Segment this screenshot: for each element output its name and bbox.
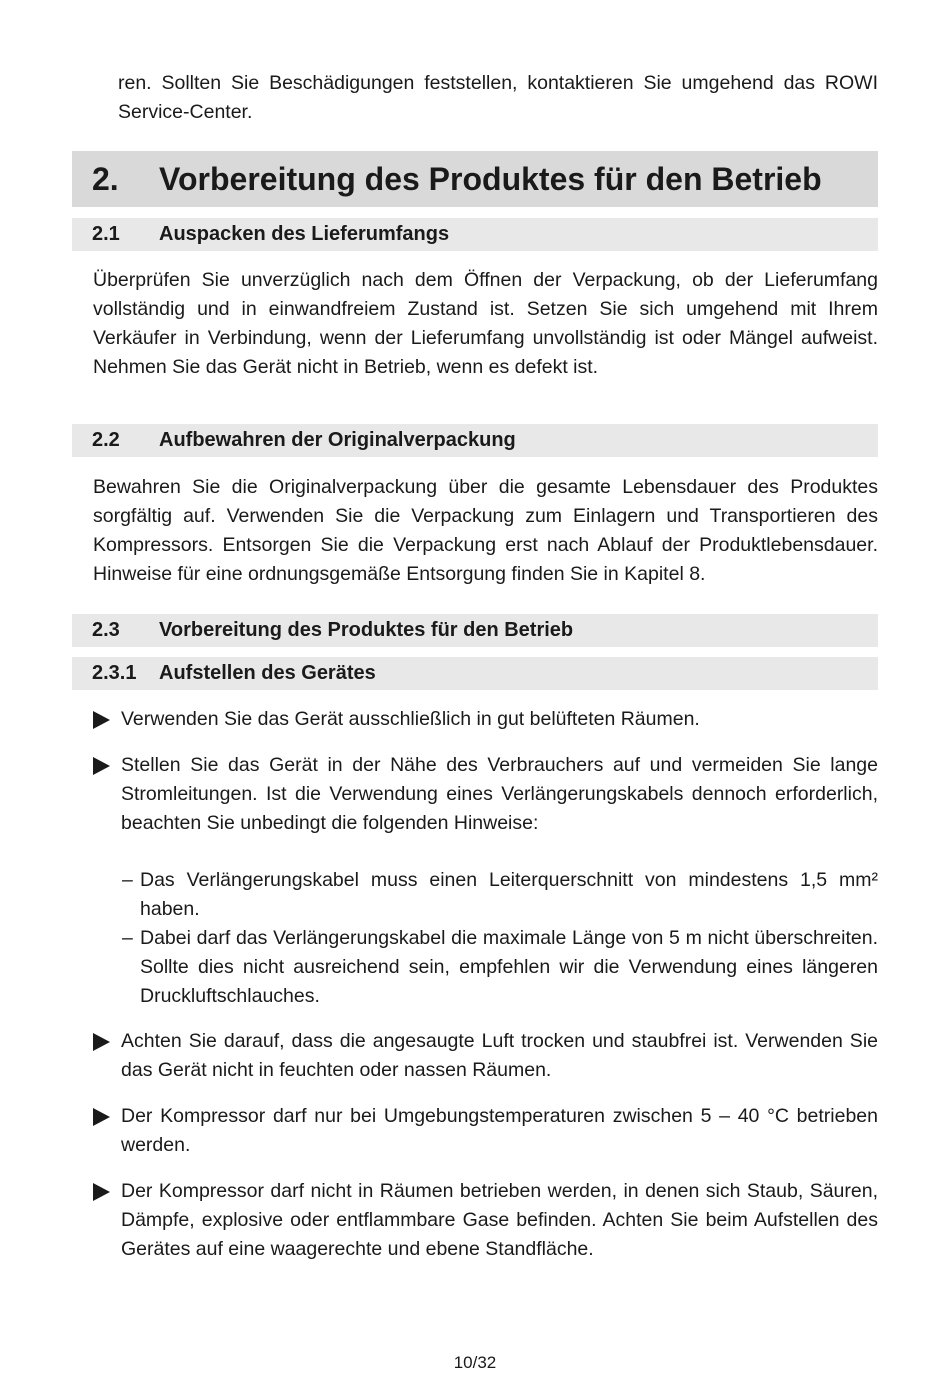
chapter-number: 2. [92, 161, 119, 197]
page-number: 10/32 [453, 1353, 497, 1372]
bullet-item [93, 751, 878, 838]
section-number: 2.3.1 [92, 662, 137, 684]
dash-list-item [122, 924, 878, 1011]
dash-marker: – [122, 927, 133, 949]
triangle-bullet-icon [93, 757, 110, 775]
bullet-text: Verwenden Sie das Gerät ausschließlich in gut belüfteten Räumen. [121, 708, 700, 730]
dash-item-text: Dabei darf das Verlängerungskabel die maximale Länge von 5 m nicht überschreiten. Sollte dies nicht ausreichend sein, empfehlen wir die Verwendung eines längeren Druckluftschlauches. [140, 927, 878, 1007]
bullet-text: Achten Sie darauf, dass die angesaugte Luft trocken und staubfrei ist. Verwenden Sie das Gerät nicht in feuchten oder nassen Räumen. [121, 1030, 878, 1081]
bullet-item [93, 1027, 878, 1085]
triangle-bullet-icon [93, 1108, 110, 1126]
section-title: Aufstellen des Gerätes [159, 662, 376, 684]
chapter-title: Vorbereitung des Produktes für den Betrieb [159, 161, 822, 197]
section-heading-2-1 [72, 218, 878, 251]
section-number: 2.3 [92, 619, 120, 641]
bullet-item [93, 1177, 878, 1264]
triangle-bullet-icon [93, 711, 110, 729]
bullet-item [93, 705, 878, 734]
triangle-bullet-icon [93, 1183, 110, 1201]
bullet-text: Der Kompressor darf nicht in Räumen betrieben werden, in denen sich Staub, Säuren, Dämpfe, explosive oder entflammbare Gase befinden. Achten Sie beim Aufstellen des Gerätes auf eine waagerechte und ebene Standfläche. [121, 1180, 878, 1260]
dash-list-item [122, 866, 878, 924]
section-heading-2-3-1 [72, 657, 878, 690]
section-number: 2.1 [92, 223, 120, 245]
intro-paragraph: ren. Sollten Sie Beschädigungen feststellen, kontaktieren Sie umgehend das ROWI Service-Center. [118, 72, 878, 123]
section-title: Auspacken des Lieferumfangs [159, 223, 450, 245]
chapter-heading [72, 151, 878, 207]
section-title: Vorbereitung des Produktes für den Betrieb [159, 619, 574, 641]
section-number: 2.2 [92, 429, 120, 451]
bullet-text: Stellen Sie das Gerät in der Nähe des Verbrauchers auf und vermeiden Sie lange Stromleitungen. Ist die Verwendung eines Verlängerungskabels dennoch erforderlich, beachten Sie unbedingt die folgenden Hinweise: [121, 754, 878, 834]
bullet-item [93, 1102, 878, 1160]
section-body-2-2: Bewahren Sie die Originalverpackung über die gesamte Lebensdauer des Produktes sorgfältig auf. Verwenden Sie die Verpackung zum Einlagern und Transportieren des Kompressors. Entsorgen Sie die Verpackung erst nach Ablauf der Produktlebensdauer. Hinweise für eine ordnungsgemäße Entsorgung finden Sie in Kapitel 8. [93, 476, 878, 585]
section-body-2-1: Überprüfen Sie unverzüglich nach dem Öffnen der Verpackung, ob der Lieferumfang vollständig und in einwandfreiem Zustand ist. Setzen Sie sich umgehend mit Ihrem Verkäufer in Verbindung, wenn der Lieferumfang unvollständig ist oder Mängel aufweist. Nehmen Sie das Gerät nicht in Betrieb, wenn es defekt ist. [93, 269, 878, 378]
section-heading-2-3 [72, 614, 878, 647]
triangle-bullet-icon [93, 1033, 110, 1051]
bullet-text: Der Kompressor darf nur bei Umgebungstemperaturen zwischen 5 – 40 °C betrieben werden. [121, 1105, 878, 1156]
section-heading-2-2 [72, 424, 878, 457]
dash-marker: – [122, 869, 133, 891]
dash-item-text: Das Verlängerungskabel muss einen Leiterquerschnitt von mindestens 1,5 mm² haben. [140, 869, 878, 920]
section-title: Aufbewahren der Originalverpackung [159, 429, 516, 451]
